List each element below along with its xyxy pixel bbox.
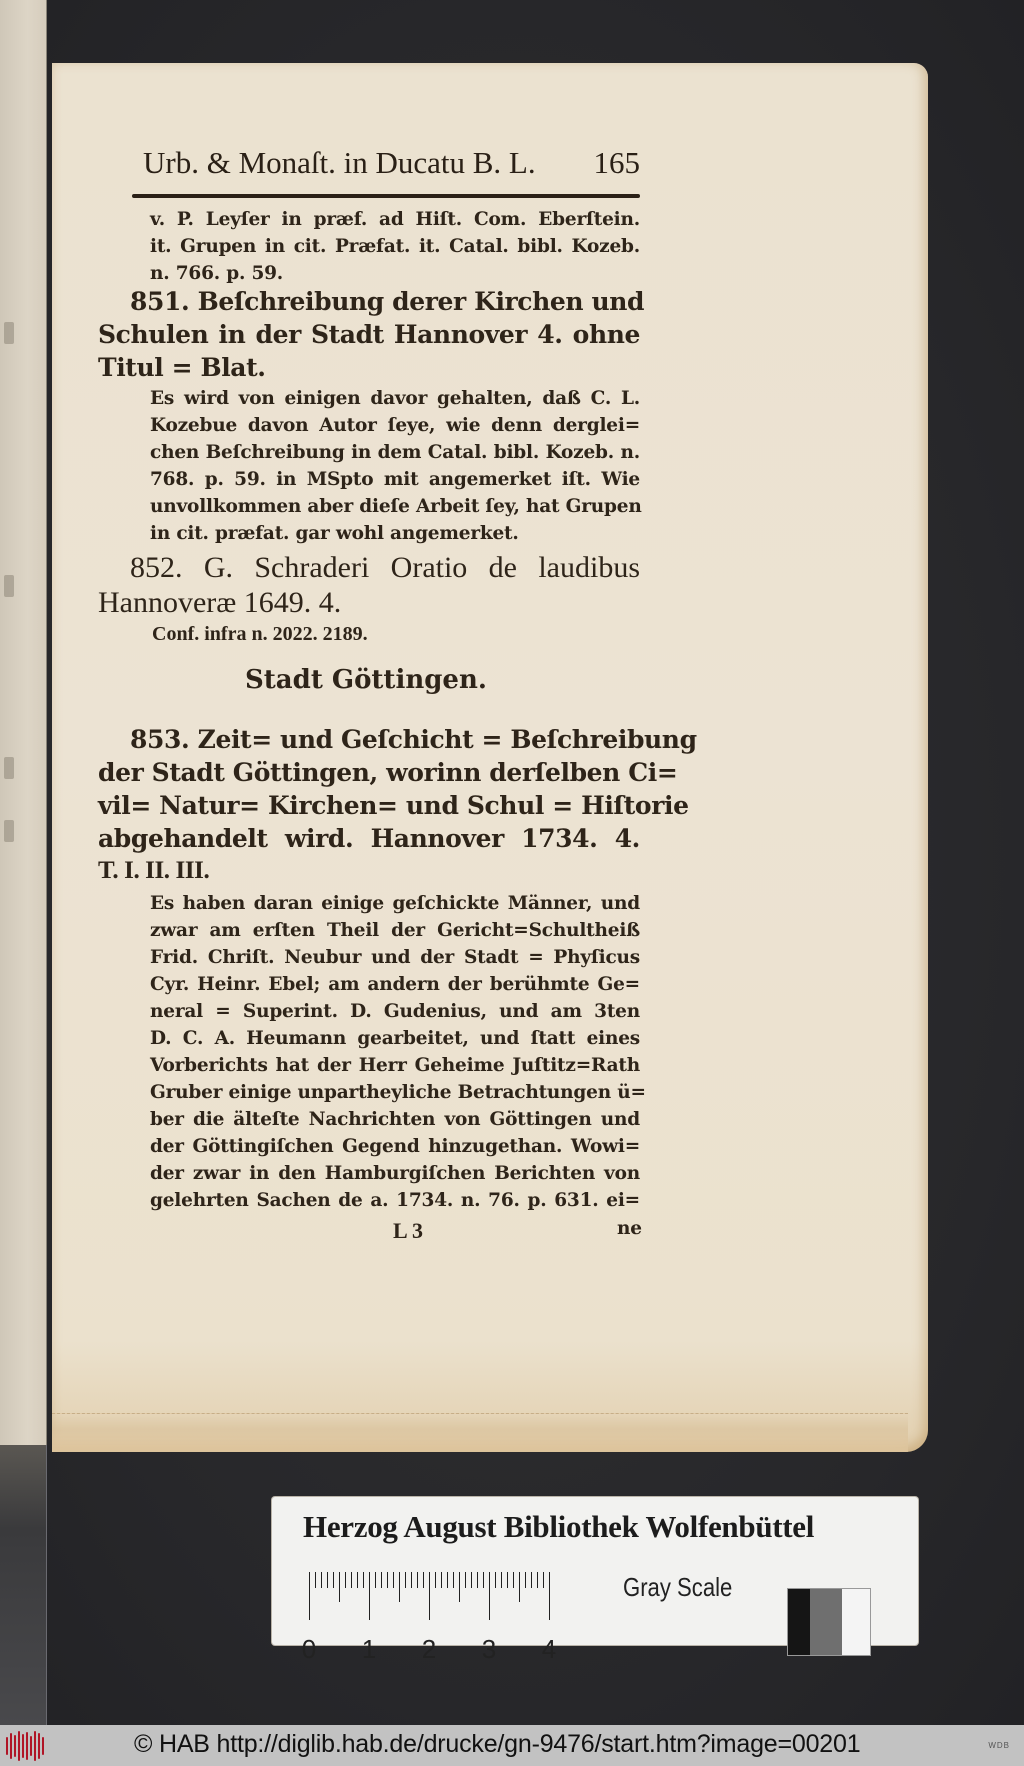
entry-853-line: 853. Zeit= und Geſchicht = Beſchreibung [130, 725, 697, 754]
copyright-url[interactable]: © HAB http://diglib.hab.de/drucke/gn-9476/start.htm?image=00201 [134, 1730, 861, 1758]
entry-851-line: Schulen in der Stadt Hannover 4. ohne [98, 320, 640, 349]
signature-mark: L 3 [393, 1218, 423, 1243]
header-rule [132, 194, 640, 198]
viewer-status-bar [0, 1725, 1024, 1766]
annotation-line: der zwar in den Hamburgiſchen Berichten von [150, 1163, 640, 1184]
annotation-line: Vorberichts hat der Herr Geheime Juſtitz=Rath [150, 1055, 640, 1076]
text-line: v. P. Leyſer in præf. ad Hiſt. Com. Eberſtein. [150, 209, 640, 230]
ruler-label: 3 [481, 1634, 497, 1664]
entry-853-line: der Stadt Göttingen, worinn derſelben Ci= [98, 758, 678, 787]
color-calibration-card [272, 1497, 918, 1664]
running-head [143, 145, 640, 185]
annotation-line: neral = Superint. D. Gudenius, und am 3ten [150, 1001, 640, 1022]
annotation-line: Es haben daran einige geſchickte Männer, und [150, 893, 640, 914]
ruler-label: 2 [421, 1634, 437, 1664]
annotation-line: Cyr. Heinr. Ebel; am andern der berühmte Ge= [150, 974, 640, 995]
annotation-line: Kozebue davon Autor ſeye, wie denn derglei= [150, 415, 640, 436]
institution-name: Herzog August Bibliothek Wolfenbüttel [303, 1509, 815, 1544]
entry-851-line: 851. Beſchreibung derer Kirchen und [130, 287, 645, 316]
adjacent-page-edge [0, 0, 47, 1445]
annotation-line: Gruber einige unpartheyliche Betrachtungen ü= [150, 1082, 646, 1103]
section-heading: Stadt Göttingen. [245, 665, 487, 695]
annotation-line: in cit. præfat. gar wohl angemerket. [150, 523, 519, 544]
entry-853-volumes: T. I. II. III. [98, 857, 210, 884]
page-deckle-edge [52, 1413, 908, 1452]
adjacent-page-lower [0, 1445, 47, 1725]
swatch-gray [810, 1589, 842, 1655]
entry-851-line: Titul = Blat. [98, 353, 266, 382]
annotation-line: 768. p. 59. in MSpto mit angemerket iſt. Wie [150, 469, 640, 490]
text-line: it. Grupen in cit. Præfat. it. Catal. bibl. Kozeb. [150, 236, 640, 257]
adjacent-page-glyph [4, 322, 14, 344]
annotation-line: Es wird von einigen davor gehalten, daß C. L. [150, 388, 640, 409]
annotation-line: D. C. A. Heumann gearbeitet, und ſtatt eines [150, 1028, 640, 1049]
annotation-line: Frid. Chriſt. Neubur und der Stadt = Phyſicus [150, 947, 640, 968]
adjacent-page-glyph [4, 757, 14, 779]
cross-reference: Conf. infra n. 2022. 2189. [152, 623, 368, 645]
annotation-line: gelehrten Sachen de a. 1734. n. 76. p. 631. ei= [150, 1190, 640, 1211]
swatch-black [788, 1589, 810, 1655]
running-head-title: Urb. & Monaſt. in Ducatu B. L. [143, 145, 536, 180]
page-number: 165 [593, 145, 640, 180]
adjacent-page-glyph [4, 820, 14, 842]
text-line: n. 766. p. 59. [150, 263, 284, 284]
ruler-label: 0 [301, 1634, 317, 1664]
annotation-line: chen Beſchreibung in dem Catal. bibl. Kozeb. n. [150, 442, 640, 463]
gray-scale-label: Gray Scale [623, 1572, 733, 1602]
entry-852-line: 852. G. Schraderi Oratio de laudibus [130, 551, 640, 584]
swatch-white [842, 1589, 870, 1655]
annotation-line: der Göttingiſchen Gegend hinzugethan. Wowi= [150, 1136, 640, 1157]
catchword: ne [617, 1218, 642, 1239]
hab-logo-icon[interactable] [6, 1730, 44, 1762]
entry-853-line: vil= Natur= Kirchen= und Schul = Hiſtorie [98, 791, 689, 820]
adjacent-page-glyph [4, 575, 14, 597]
annotation-line: ber die älteſte Nachrichten von Göttingen und [150, 1109, 640, 1130]
annotation-line: zwar am erſten Theil der Gericht=Schultheiß [150, 920, 640, 941]
ruler-scale [301, 1572, 557, 1664]
entry-852-line: Hannoveræ 1649. 4. [98, 586, 342, 619]
wdb-mark: WDB [988, 1741, 1010, 1750]
annotation-line: unvollkommen aber dieſe Arbeit ſey, hat Grupen [150, 496, 642, 517]
ruler-label: 1 [361, 1634, 377, 1664]
gray-scale-swatches [787, 1588, 871, 1656]
ruler-label: 4 [541, 1634, 557, 1664]
entry-853-line: abgehandelt wird. Hannover 1734. 4. [98, 824, 640, 853]
